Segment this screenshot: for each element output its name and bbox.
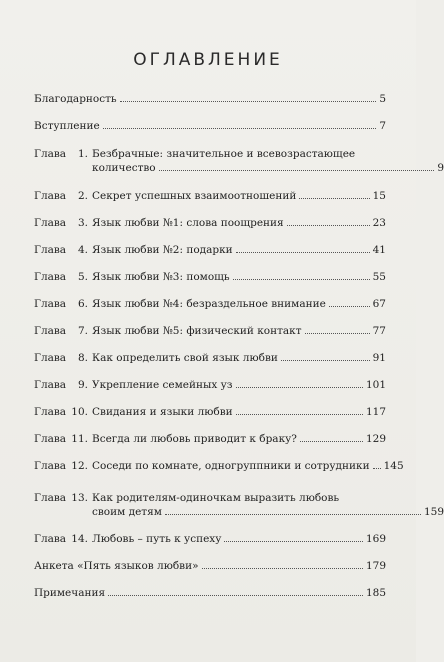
toc-chapter-number: 2. xyxy=(77,190,88,202)
toc-chapter-number: 14. xyxy=(71,533,88,545)
toc-entry-title: Примечания xyxy=(34,587,106,599)
toc-entry-chapter-2[interactable] xyxy=(34,189,386,203)
toc-page-number: 129 xyxy=(365,433,386,445)
dot-leader xyxy=(329,306,370,307)
toc-chapter-word: Глава xyxy=(34,271,67,283)
toc-chapter-number: 8. xyxy=(77,352,88,364)
toc-entry-chapter-9[interactable] xyxy=(34,378,386,392)
dot-leader xyxy=(287,225,370,226)
toc-chapter-number: 6. xyxy=(77,298,88,310)
dot-leader xyxy=(281,360,370,361)
toc-entry-title: Как родителям-одиночкам выразить любовь xyxy=(92,492,340,504)
toc-page-number: 55 xyxy=(372,271,386,283)
toc-page-number: 91 xyxy=(372,352,386,364)
toc-chapter-number: 7. xyxy=(77,325,88,337)
dot-leader xyxy=(236,414,363,415)
toc-entry-notes[interactable] xyxy=(34,586,386,600)
dot-leader xyxy=(305,333,370,334)
toc-entry-title: Соседи по комнате, одногруппники и сотрудники xyxy=(92,460,370,472)
toc-entry-title: Безбрачные: значительное и всевозрастающее xyxy=(92,148,356,160)
dot-leader xyxy=(373,468,381,469)
toc-chapter-word: Глава xyxy=(34,492,67,504)
toc-entry-title: Язык любви №2: подарки xyxy=(92,244,233,256)
toc-page-number: 169 xyxy=(365,533,386,545)
toc-chapter-number: 12. xyxy=(71,460,88,472)
dot-leader xyxy=(233,279,370,280)
toc-entry-chapter-14[interactable] xyxy=(34,532,386,546)
toc-entry-title-continued: своим детям xyxy=(92,506,162,518)
toc-chapter-word: Глава xyxy=(34,352,67,364)
toc-page-number: 77 xyxy=(372,325,386,337)
toc-page-number: 117 xyxy=(365,406,386,418)
toc-entry-chapter-12[interactable] xyxy=(34,459,404,473)
dot-leader xyxy=(300,441,363,442)
toc-entry-title: Секрет успешных взаимоотношений xyxy=(92,190,297,202)
page-title: ОГЛАВЛЕНИЕ xyxy=(133,50,283,70)
toc-chapter-word: Глава xyxy=(34,325,67,337)
toc-chapter-number: 3. xyxy=(77,217,88,229)
toc-entry-title-continued: количество xyxy=(92,162,156,174)
toc-chapter-number: 5. xyxy=(77,271,88,283)
toc-entry-chapter-5[interactable] xyxy=(34,270,386,284)
toc-chapter-number: 1. xyxy=(77,148,88,160)
toc-entry-chapter-6[interactable] xyxy=(34,297,386,311)
toc-entry-chapter-7[interactable] xyxy=(34,324,386,338)
toc-page-number: 9 xyxy=(437,162,444,174)
toc-chapter-word: Глава xyxy=(34,190,67,202)
toc-entry-introduction[interactable] xyxy=(34,119,386,133)
toc-entry-chapter-1[interactable] xyxy=(34,147,444,175)
toc-chapter-word: Глава xyxy=(34,460,67,472)
toc-page-number: 23 xyxy=(372,217,386,229)
toc-entry-chapter-4[interactable] xyxy=(34,243,386,257)
toc-chapter-word: Глава xyxy=(34,379,67,391)
toc-page-number: 15 xyxy=(372,190,386,202)
toc-entry-title: Вступление xyxy=(34,120,100,132)
toc-entry-title: Язык любви №1: слова поощрения xyxy=(92,217,284,229)
toc-page-number: 5 xyxy=(379,93,386,105)
dot-leader xyxy=(202,568,363,569)
toc-entry-title: Всегда ли любовь приводит к браку? xyxy=(92,433,297,445)
toc-chapter-number: 9. xyxy=(77,379,88,391)
toc-chapter-word: Глава xyxy=(34,217,67,229)
toc-chapter-number: 10. xyxy=(71,406,88,418)
toc-entry-title: Укрепление семейных уз xyxy=(92,379,233,391)
toc-entry-title: Свидания и языки любви xyxy=(92,406,233,418)
toc-chapter-number: 4. xyxy=(77,244,88,256)
toc-entry-chapter-10[interactable] xyxy=(34,405,386,419)
dot-leader xyxy=(120,101,377,102)
toc-page-number: 101 xyxy=(365,379,386,391)
toc-chapter-word: Глава xyxy=(34,148,67,160)
toc-page-number: 67 xyxy=(372,298,386,310)
toc-chapter-word: Глава xyxy=(34,244,67,256)
toc-entry-acknowledgements[interactable] xyxy=(34,92,386,106)
toc-chapter-word: Глава xyxy=(34,533,67,545)
dot-leader xyxy=(165,514,421,515)
dot-leader xyxy=(224,541,363,542)
toc-chapter-number: 11. xyxy=(71,433,88,445)
toc-page-number: 179 xyxy=(365,560,386,572)
toc-entry-title: Язык любви №4: безраздельное внимание xyxy=(92,298,326,310)
toc-chapter-word: Глава xyxy=(34,406,67,418)
toc-page-number: 185 xyxy=(365,587,386,599)
toc-entry-title: Благодарность xyxy=(34,93,117,105)
toc-entry-title: Как определить свой язык любви xyxy=(92,352,278,364)
toc-page-number: 41 xyxy=(372,244,386,256)
toc-entry-chapter-11[interactable] xyxy=(34,432,386,446)
dot-leader xyxy=(103,128,377,129)
toc-chapter-word: Глава xyxy=(34,433,67,445)
toc-page-number: 145 xyxy=(383,460,404,472)
dot-leader xyxy=(299,198,369,199)
toc-entry-title: Язык любви №5: физический контакт xyxy=(92,325,302,337)
toc-page-number: 159 xyxy=(423,506,444,518)
dot-leader xyxy=(159,170,435,171)
toc-entry-title: Любовь – путь к успеху xyxy=(92,533,222,545)
toc-chapter-word: Глава xyxy=(34,298,67,310)
toc-entry-title: Анкета «Пять языков любви» xyxy=(34,560,199,572)
toc-entry-questionnaire[interactable] xyxy=(34,559,386,573)
toc-entry-title: Язык любви №3: помощь xyxy=(92,271,230,283)
toc-entry-chapter-13[interactable] xyxy=(34,491,444,519)
toc-page-number: 7 xyxy=(379,120,386,132)
dot-leader xyxy=(108,595,363,596)
toc-chapter-number: 13. xyxy=(71,492,88,504)
dot-leader xyxy=(236,387,363,388)
dot-leader xyxy=(236,252,370,253)
toc-entry-chapter-8[interactable] xyxy=(34,351,386,365)
toc-entry-chapter-3[interactable] xyxy=(34,216,386,230)
